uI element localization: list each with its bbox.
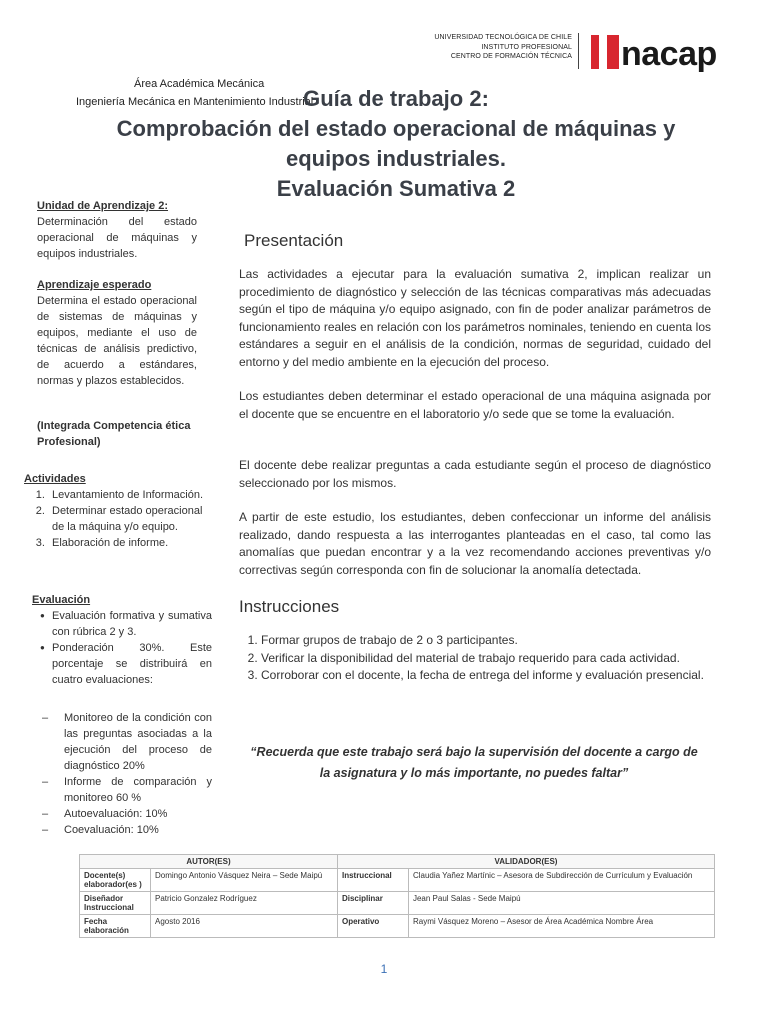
- aprendizaje-section: [37, 277, 197, 389]
- institution-line: INSTITUTO PROFESIONAL: [481, 43, 572, 51]
- list-item: 3. Elaboración de informe.: [48, 535, 209, 551]
- presentacion-paragraph: Los estudiantes deben determinar el estado operacional de una máquina asignada por el docente que se encuentre en el laboratorio y/o sede que se tome la evaluación.: [239, 389, 711, 421]
- actividades-heading: Actividades: [24, 473, 86, 485]
- row-value: Claudia Yañez Martínic – Asesora de Subdirección de Currículum y Evaluación: [408, 869, 714, 892]
- list-item: 1. Formar grupos de trabajo de 2 o 3 participantes.: [261, 632, 711, 650]
- unidad-text: Determinación del estado operacional de máquinas y equipos industriales.: [37, 216, 197, 260]
- authors-table: [79, 854, 715, 938]
- header-divider: [578, 33, 579, 69]
- evaluacion-bullets: [32, 608, 212, 688]
- row-label: Operativo: [337, 915, 408, 938]
- evaluacion-heading: Evaluación: [32, 594, 91, 606]
- row-value: Raymi Vásquez Moreno – Asesor de Área Académica Nombre Área: [408, 915, 714, 938]
- row-label: Disciplinar: [337, 892, 408, 915]
- evaluacion-sub-list: [32, 710, 212, 838]
- autor-header: AUTOR(ES): [80, 855, 338, 869]
- row-label: Instruccional: [337, 869, 408, 892]
- list-item: 1. Levantamiento de Información.: [48, 487, 209, 503]
- institution-lines: [434, 33, 572, 62]
- row-label: Fecha elaboración: [80, 915, 151, 938]
- presentacion-heading: Presentación: [244, 231, 344, 250]
- validador-header: VALIDADOR(ES): [337, 855, 714, 869]
- list-item: – Autoevaluación: 10%: [32, 806, 212, 822]
- row-value: Agosto 2016: [151, 915, 338, 938]
- instrucciones-heading: Instrucciones: [239, 597, 340, 616]
- institution-line: CENTRO DE FORMACIÓN TÉCNICA: [450, 53, 572, 60]
- integrada-note: (Integrada Competencia ética Profesional): [37, 420, 191, 448]
- logo-wordmark: nacap: [621, 35, 717, 73]
- list-item: 2. Verificar la disponibilidad del material de trabajo requerido para cada actividad.: [261, 650, 711, 668]
- row-value: Jean Paul Salas - Sede Maipú: [408, 892, 714, 915]
- instrucciones-list: [239, 632, 711, 685]
- row-label: Diseñador Instruccional: [80, 892, 151, 915]
- document-title: [96, 84, 696, 204]
- table-row: [80, 915, 715, 938]
- logo-mark-icon: [591, 35, 619, 69]
- row-value: Domingo Antonio Vásquez Neira – Sede Maipú: [151, 869, 338, 892]
- table-row: [80, 869, 715, 892]
- list-item: ● Evaluación formativa y sumativa con rúbrica 2 y 3.: [42, 608, 212, 640]
- unidad-heading: Unidad de Aprendizaje 2:: [37, 200, 169, 212]
- institution-line: UNIVERSIDAD TECNOLÓGICA DE CHILE: [434, 34, 572, 41]
- title-line-2: Comprobación del estado operacional de máquinas y equipos industriales.: [116, 116, 676, 171]
- aprendizaje-text: Determina el estado operacional de sistemas de máquinas y equipos, mediante el uso de técnicas de análisis predictivo, de acuerdo a estándares, normas y plazos establecidos.: [37, 295, 197, 387]
- table-row: [80, 892, 715, 915]
- aprendizaje-heading: Aprendizaje esperado: [37, 279, 152, 291]
- presentacion-paragraph: A partir de este estudio, los estudiantes, deben confeccionar un informe del análisis realizado, dando respuesta a las interrogantes planteadas en el caso, tal como las anomalías que puedan encontrar y a la vez recomendando acciones preventivas y/o correctivas según corresponda con fin de solucionar la anomalía detectada.: [239, 510, 711, 577]
- program-label: Ingeniería Mecánica en Mantenimiento Industrial: [76, 96, 314, 108]
- list-item: 3. Corroborar con el docente, la fecha de entrega del informe y evaluación presencial.: [261, 667, 711, 685]
- title-line-3: Evaluación Sumativa 2: [276, 176, 516, 201]
- actividades-section: [24, 471, 209, 551]
- page-number: 1: [380, 962, 388, 976]
- list-item: – Informe de comparación y monitoreo 60 %: [32, 774, 212, 806]
- presentacion-paragraph: El docente debe realizar preguntas a cada estudiante según el proceso de diagnóstico seleccionado por los mismos.: [239, 458, 711, 490]
- row-value: Patricio Gonzalez Rodríguez: [151, 892, 338, 915]
- actividades-list: [24, 487, 209, 551]
- evaluacion-section: [32, 592, 212, 838]
- title-line-1: Guía de trabajo 2:: [303, 86, 489, 111]
- area-label: Área Académica Mecánica: [134, 78, 265, 90]
- list-item: ● Ponderación 30%. Este porcentaje se distribuirá en cuatro evaluaciones:: [42, 640, 212, 688]
- closing-quote: “Recuerda que este trabajo será bajo la supervisión del docente a cargo de la asignatura y lo más importante, no puedes faltar”: [250, 745, 698, 780]
- unidad-section: [37, 198, 197, 262]
- presentacion-paragraph: Las actividades a ejecutar para la evaluación sumativa 2, implican realizar un procedimiento de diagnóstico y selección de las técnicas comparativas más adecuadas según el tipo de máquina y/o equipo asignado, con fin de poder analizar parámetros de funcionamiento reales en relación con los parámetros nominales, teniendo en cuenta los estándares a seguir en el análisis de la condición, normas de seguridad, cuidado del entorno y del medio ambiente en la ejecución del proceso.: [239, 267, 711, 369]
- inacap-logo: [591, 33, 717, 73]
- list-item: – Coevaluación: 10%: [32, 822, 212, 838]
- row-label: Docente(s) elaborador(es ): [80, 869, 151, 892]
- list-item: – Monitoreo de la condición con las preguntas asociadas a la ejecución del proceso de diagnóstico 20%: [32, 710, 212, 774]
- list-item: 2. Determinar estado operacional de la máquina y/o equipo.: [48, 503, 209, 535]
